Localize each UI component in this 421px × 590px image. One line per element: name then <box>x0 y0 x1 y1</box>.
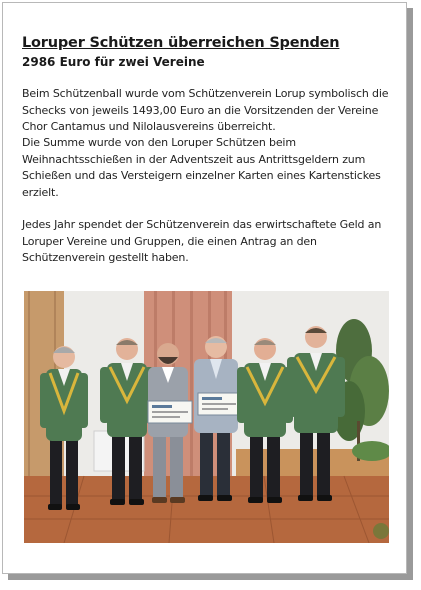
group-photo-illustration <box>24 291 389 543</box>
article-title: Loruper Schützen überreichen Spenden <box>22 35 340 51</box>
watermark-logo <box>373 523 389 539</box>
article-paragraph-1: Beim Schützenball wurde vom Schützenverein Lorup symbolisch die Schecks von jeweils 1493,00 Euro an die Vorsitzenden der Vereine Chor Cantamus und Nilolausvereins überreicht. <box>22 87 389 133</box>
article-card <box>2 2 407 574</box>
article-subtitle: 2986 Euro für zwei Vereine <box>22 55 205 69</box>
article-paragraph-2: Die Summe wurde von den Loruper Schützen beim Weihnachtsschießen in der Adventszeit aus Antrittsgeldern zum Schießen und das Versteigern einzelner Karten eines Kartenstickes erzielt. <box>22 136 381 199</box>
article-photo <box>24 291 389 543</box>
donation-check-2 <box>198 393 240 415</box>
donation-check-1 <box>148 401 192 423</box>
article-paragraph-3: Jedes Jahr spendet der Schützenverein das erwirtschaftete Geld an Loruper Vereine und Gruppen, die einen Antrag an den Schützenverein gestellt haben. <box>22 218 382 264</box>
